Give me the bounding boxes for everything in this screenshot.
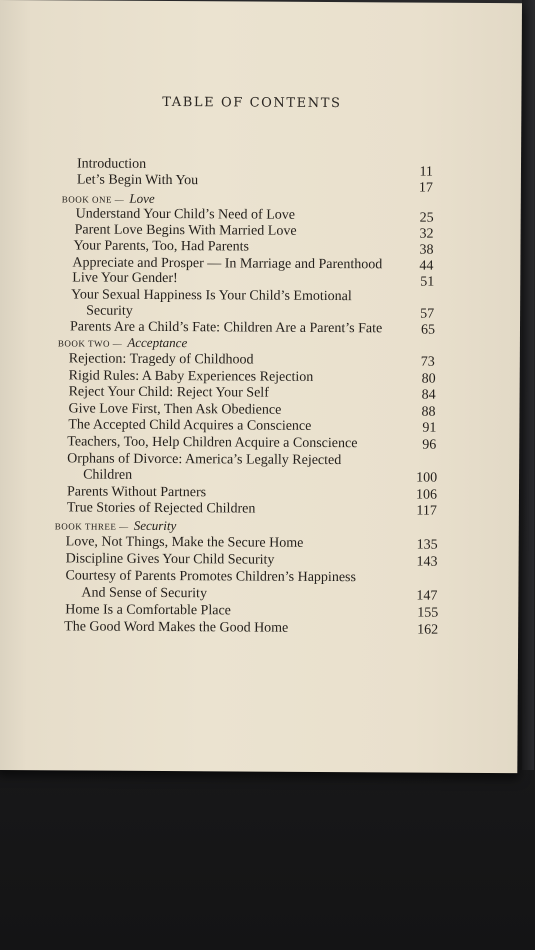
- toc-entry-text: Introduction: [76, 156, 147, 172]
- toc-entry-page: 117: [416, 503, 437, 519]
- toc-entry-text: Security: [86, 303, 133, 319]
- toc-entry-text: True Stories of Rejected Children: [66, 500, 256, 517]
- toc-entry-page: 11: [419, 164, 434, 180]
- toc-entry-text: Appreciate and Prosper — In Marriage and Parenthood: [72, 255, 383, 273]
- toc-entry-text: Home Is a Comfortable Place: [65, 602, 231, 619]
- toc-entry-text: Let’s Begin With You: [76, 172, 199, 189]
- book-subtitle: Acceptance: [127, 334, 188, 351]
- toc-entry-text: And Sense of Security: [81, 585, 208, 602]
- toc-entry-page: 106: [415, 487, 438, 503]
- toc-entry-page: 96: [422, 437, 437, 453]
- book-label: BOOK THREE —: [54, 521, 129, 532]
- toc-entry-text: Courtesy of Parents Promotes Children’s Happiness: [65, 568, 357, 586]
- book-label: BOOK ONE —: [61, 194, 125, 205]
- toc-entry-text: Parents Without Partners: [66, 484, 207, 501]
- toc-entry-page: 162: [417, 622, 439, 638]
- toc-entry-text: Give Love First, Then Ask Obedience: [68, 401, 282, 418]
- page-edge: [522, 0, 534, 770]
- toc-entry-page: 147: [416, 588, 438, 604]
- toc-entry-page: 65: [420, 322, 436, 338]
- toc-entry-page: 57: [420, 306, 435, 322]
- book-heading: [58, 334, 187, 351]
- toc-entry-text: The Accepted Child Acquires a Conscience: [68, 417, 312, 434]
- toc-entry-text: Discipline Gives Your Child Security: [65, 551, 275, 568]
- toc-entry-page: 51: [420, 274, 435, 290]
- toc-entry-page: 32: [419, 226, 434, 242]
- toc-entry-text: Children: [83, 467, 133, 483]
- toc-entry-text: Your Sexual Happiness Is Your Child’s Emotional: [71, 287, 352, 305]
- toc-entry-text: Understand Your Child’s Need of Love: [75, 206, 296, 223]
- page-title: TABLE OF CONTENTS: [162, 94, 342, 112]
- toc-entry-text: Your Parents, Too, Had Parents: [73, 238, 249, 255]
- toc-entry-page: 25: [419, 210, 434, 226]
- toc-entry-page: 80: [421, 371, 436, 387]
- toc-entry-page: 73: [420, 354, 435, 370]
- toc-entry-page: 143: [416, 554, 438, 570]
- toc-entry-text: The Good Word Makes the Good Home: [64, 619, 289, 636]
- toc-entry-page: 100: [416, 470, 438, 486]
- toc-entry-page: 17: [418, 180, 433, 196]
- toc-entry-page: 155: [417, 605, 439, 621]
- toc-entry-page: 38: [419, 242, 434, 258]
- book-heading: [62, 190, 155, 207]
- toc-entry-text: Parent Love Begins With Married Love: [74, 222, 297, 239]
- toc-entry-page: 135: [416, 537, 438, 553]
- toc-entry-text: Orphans of Divorce: America’s Legally Rejected: [67, 451, 342, 469]
- toc-entry-page: 44: [419, 258, 434, 274]
- toc-entry-page: 88: [421, 404, 436, 420]
- book-subtitle: Security: [133, 517, 177, 534]
- book-label: BOOK TWO —: [57, 338, 123, 349]
- toc-entry-text: Rejection: Tragedy of Childhood: [68, 351, 254, 368]
- toc-entry-text: Rigid Rules: A Baby Experiences Rejection: [68, 368, 314, 385]
- toc-entry-text: Parents Are a Child’s Fate: Children Are a Parent’s Fate: [69, 319, 383, 337]
- toc-entry-text: Live Your Gender!: [72, 270, 178, 287]
- toc-entry-text: Teachers, Too, Help Children Acquire a Conscience: [67, 434, 358, 452]
- toc-entry-page: 84: [421, 387, 436, 403]
- book-heading: [55, 517, 177, 534]
- toc-entry-page: 91: [422, 420, 437, 436]
- book-subtitle: Love: [129, 190, 155, 206]
- toc-entry-text: Love, Not Things, Make the Secure Home: [65, 534, 304, 551]
- toc-entry-text: Reject Your Child: Reject Your Self: [68, 384, 269, 401]
